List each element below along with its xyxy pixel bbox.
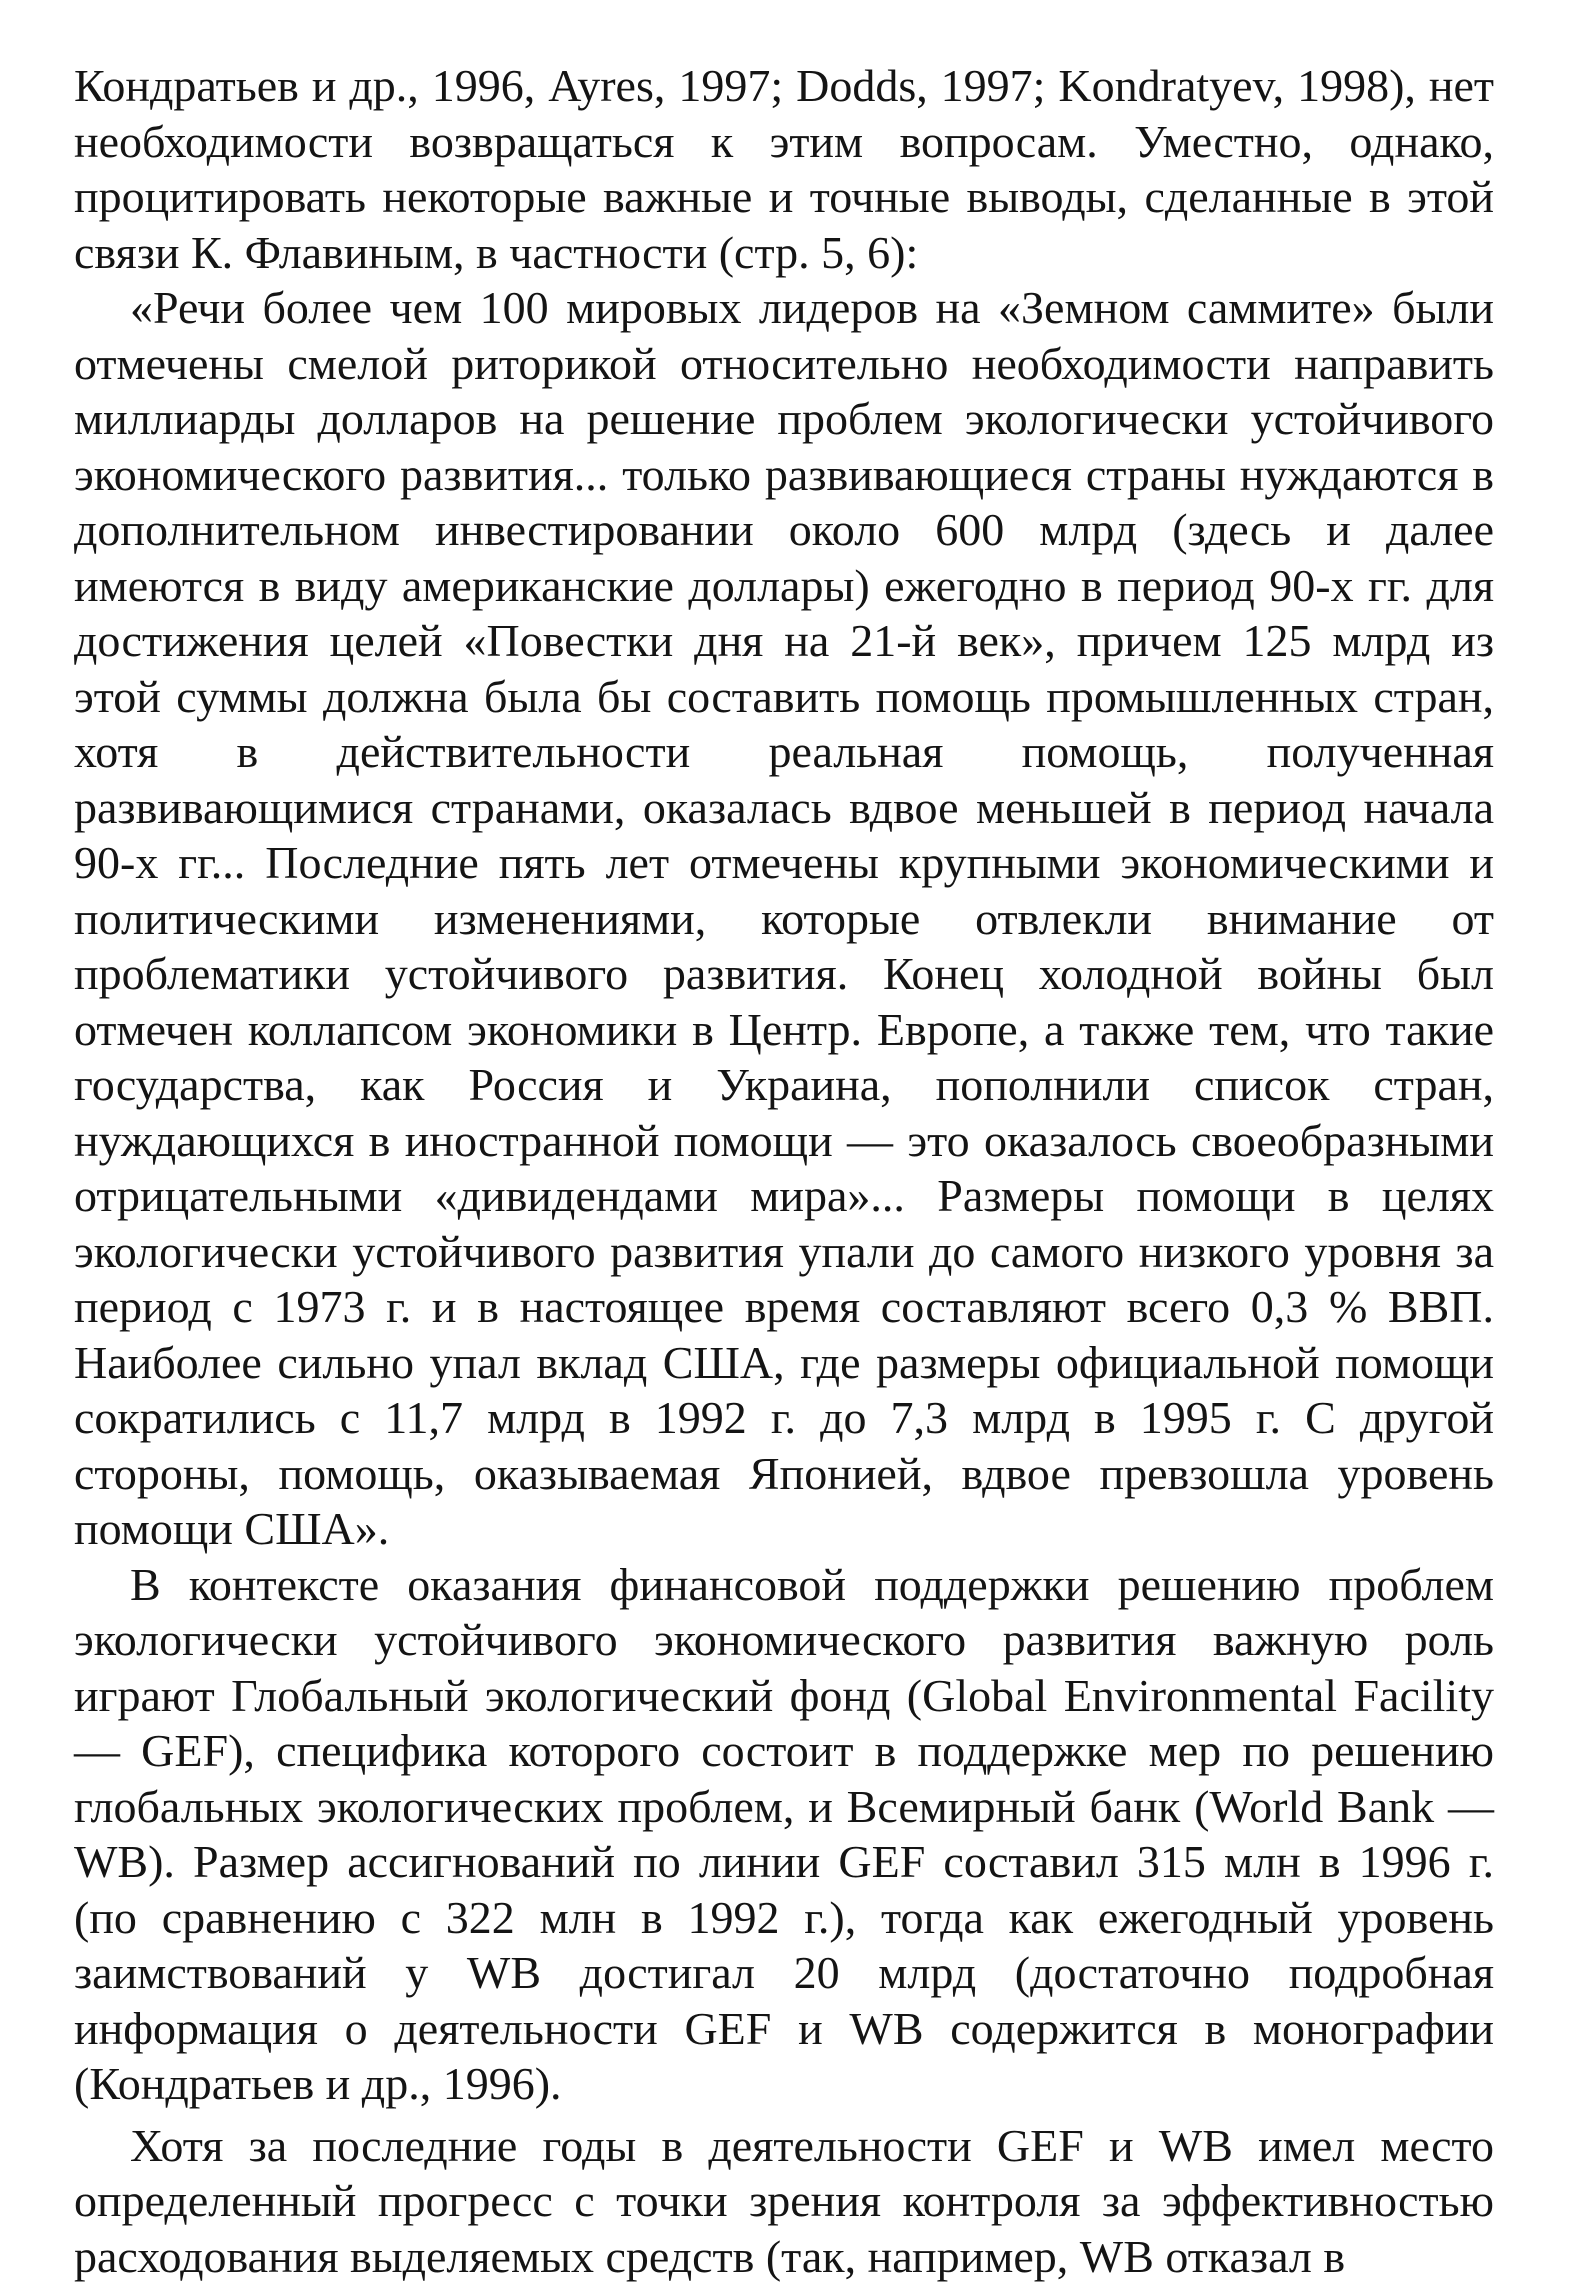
paragraph-funding: В контексте оказания финансовой поддержки решению проблем экологически устойчивого экономического развития важную роль играют Глобальный экологический фонд (Global Environmental Facility — GEF), специфика которого состоит в поддержке мер по решению глобальных экологических проблем, и Всемирный банк (World Bank — WB). Размер ассигнований по линии GEF составил 315 млн в 1996 г. (по сравнению с 322 млн в 1992 г.), тогда как ежегодный уровень заимствований у WB достигал 20 млрд (достаточно подробная информация о деятельности GEF и WB содержится в монографии (Кондратьев и др., 1996). — [74, 1557, 1494, 2112]
document-page — [74, 58, 1494, 2284]
paragraph-quote: «Речи более чем 100 мировых лидеров на «Земном саммите» были отмечены смелой риторикой относительно необходимости направить миллиарды долларов на решение проблем экологически устойчивого экономического развития... только развивающиеся страны нуждаются в дополнительном инвестировании около 600 млрд (здесь и далее имеются в виду американские доллары) ежегодно в период 90-х гг. для достижения целей «Повестки дня на 21-й век», причем 125 млрд из этой суммы должна была бы составить помощь промышленных стран, хотя в действительности реальная помощь, полученная развивающимися странами, оказалась вдвое меньшей в период начала 90-х гг... Последние пять лет отмечены крупными экономическими и политическими изменениями, которые отвлекли внимание от проблематики устойчивого развития. Конец холодной войны был отмечен коллапсом экономики в Центр. Европе, а также тем, что такие государства, как Россия и Украина, пополнили список стран, нуждающихся в иностранной помощи — это оказалось своеобразными отрицательными «дивидендами мира»... Размеры помощи в целях экологически устойчивого развития упали до самого низкого уровня за период с 1973 г. и в настоящее время составляют всего 0,3 % ВВП. Наиболее сильно упал вклад США, где размеры официальной помощи сократились с 11,7 млрд в 1992 г. до 7,3 млрд в 1995 г. С другой стороны, помощь, оказываемая Японией, вдвое превзошла уровень помощи США». — [74, 280, 1494, 1557]
paragraph-intro: Кондратьев и др., 1996, Ayres, 1997; Dodds, 1997; Kondratyev, 1998), нет необходимости возвращаться к этим вопросам. Уместно, однако, процитировать некоторые важные и точные выводы, сделанные в этой связи К. Флавиным, в частности (стр. 5, 6): — [74, 58, 1494, 280]
paragraph-progress: Хотя за последние годы в деятельности GEF и WB имел место определенный прогресс с точки зрения контроля за эффективностью расходования выделяемых средств (так, например, WB отказал в — [74, 2118, 1494, 2284]
